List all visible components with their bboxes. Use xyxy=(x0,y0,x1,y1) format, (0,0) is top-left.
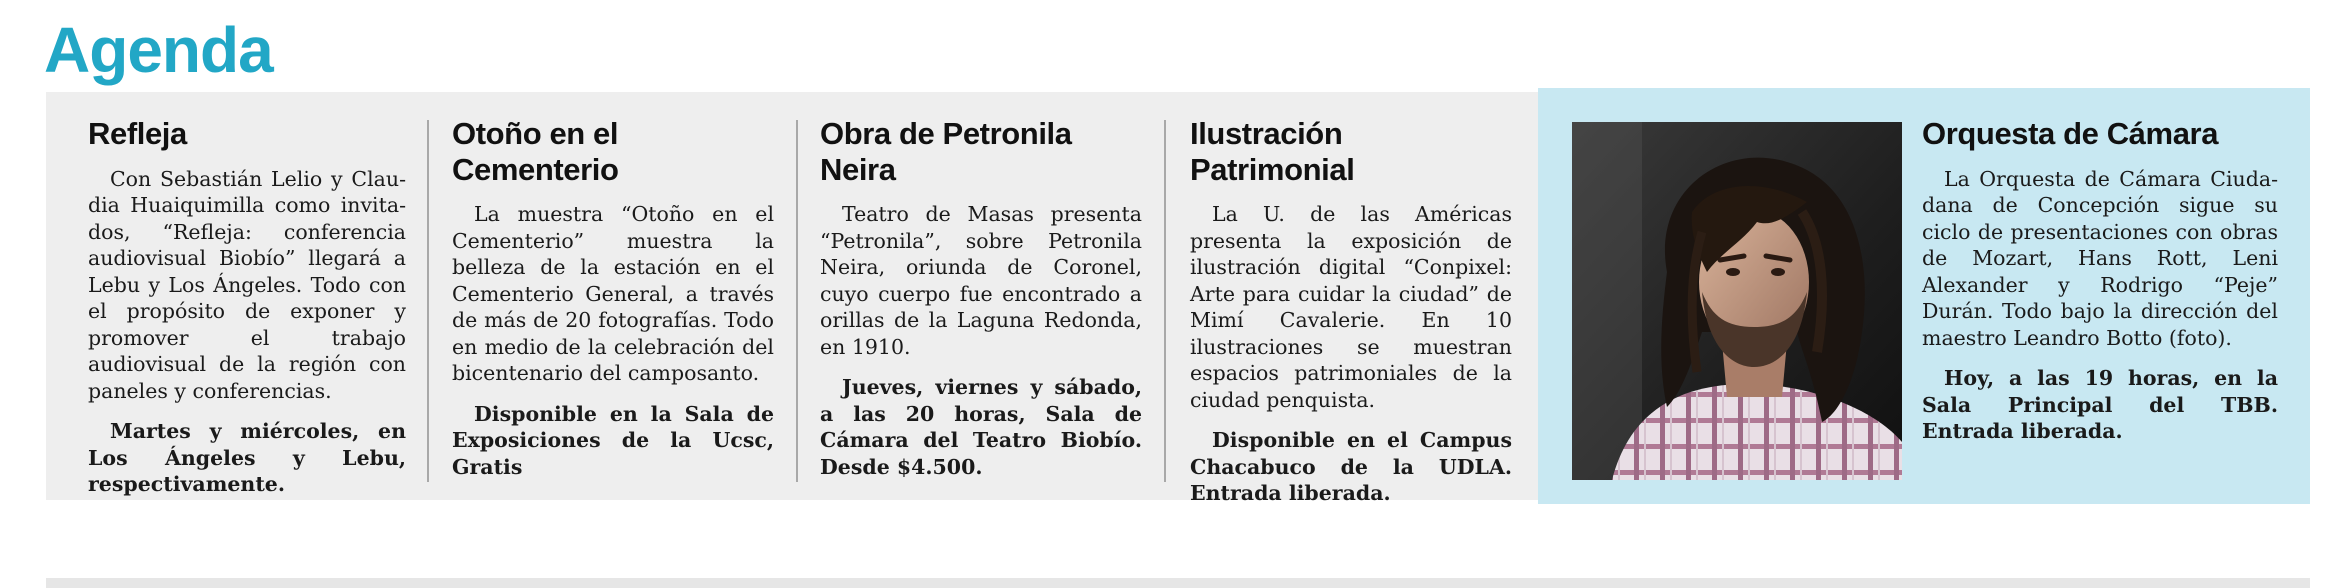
event-title: Refleja xyxy=(88,116,187,151)
event-body: Con Sebastián Lelio y Claudia Huaiquimilla como invitados, “Refleja: conferencia audiovisual Biobío” llegará a Lebu y Los Ángeles. Todo con el propósito de exponer y promover el trabajo audiovisual de la región con paneles y conferencias. xyxy=(88,166,406,403)
event-info: Disponible en la Sala de Exposiciones de la Ucsc, Gratis xyxy=(452,401,774,479)
event-title: Otoño en el Cementerio xyxy=(452,116,619,187)
column-divider xyxy=(1164,120,1166,482)
event-info: Disponible en el Campus Chacabuco de la UDLA. Entrada liberada. xyxy=(1190,428,1512,506)
event-orquesta-camara xyxy=(1922,116,2278,486)
column-divider xyxy=(796,120,798,482)
event-petronila-neira xyxy=(820,116,1142,486)
event-body: La muestra “Otoño en el Cementerio” muestra la belleza de la estación en el Cementerio General, a través de más de 20 fotografías. Todo en medio de la celebración del bicentenario del camposanto. xyxy=(452,202,774,386)
event-otono-cementerio xyxy=(452,116,774,486)
event-body: La U. de las Américas presenta la exposición de ilustración digital “Conpixel: Arte para cuidar la ciudad” de Mimí Cavalerie. En 10 ilustraciones se muestran espacios patrimoniales de la ciudad penquista. xyxy=(1190,202,1512,412)
event-title: Obra de Petronila Neira xyxy=(820,116,1072,187)
event-title: Ilustración Patrimonial xyxy=(1190,116,1355,187)
conductor-photo xyxy=(1572,122,1902,480)
event-info: Hoy, a las 19 horas, en la Sala Principal del TBB. Entrada liberada. xyxy=(1922,366,2278,444)
event-body: Teatro de Masas presenta “Petronila”, sobre Petronila Neira, oriunda de Coronel, cuyo cuerpo fue encontrado a orillas de la Laguna Redonda, en 1910. xyxy=(820,202,1142,359)
event-refleja xyxy=(88,116,406,497)
event-ilustracion-patrimonial xyxy=(1190,116,1512,506)
event-body: La Orquesta de Cámara Ciudadana de Concepción sigue su ciclo de presentaciones con obras de Mozart, Hans Rott, Leni Alexander y Rodrigo “Peje” Durán. Todo bajo la dirección del maestro Leandro Botto (foto). xyxy=(1922,166,2278,350)
event-info: Jueves, viernes y sábado, a las 20 horas, Sala de Cámara del Teatro Biobío. Desde $4.500. xyxy=(820,375,1142,479)
agenda-title: Agenda xyxy=(44,14,273,86)
column-divider xyxy=(427,120,429,482)
event-title: Orquesta de Cámara xyxy=(1922,116,2219,151)
bottom-section-band xyxy=(46,578,2310,588)
event-info: Martes y miércoles, en Los Ángeles y Lebu, respectivamente. xyxy=(88,419,406,497)
